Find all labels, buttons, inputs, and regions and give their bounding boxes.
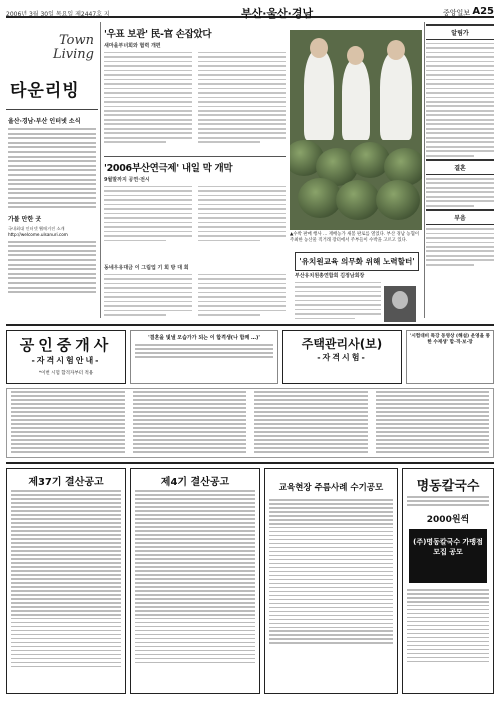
story-milk-body bbox=[104, 271, 286, 319]
wedding-box-title: 결혼 bbox=[426, 159, 494, 175]
realtor-exam-ad[interactable] bbox=[6, 330, 126, 384]
story-kindergarten-sub: 부산유치원총연합회 김정남회장 bbox=[295, 273, 365, 279]
town-living-header bbox=[6, 22, 98, 110]
section-title: 부산·울산·경남 bbox=[241, 7, 314, 20]
settlement-notice-37 bbox=[6, 468, 126, 694]
housing-ad-title: 주택관리사(보) bbox=[301, 337, 383, 351]
exam-notice-text: '결혼을 빛낼 모습가가 되는 이 합격생(나 함께 …)' bbox=[148, 335, 260, 341]
guarantee-ad-text: '시험대비 특강 동영상 (해설) 운영을 통한 수재생' 합·격·보·장 bbox=[409, 334, 491, 345]
settlement-notice-4 bbox=[130, 468, 260, 694]
obituary-box-title: 부음 bbox=[426, 209, 494, 225]
issue-date: 2006년 3월 30일 목요일 제2447호 지 bbox=[6, 11, 110, 18]
noodle-franchise-ad[interactable] bbox=[402, 468, 494, 694]
page-number: A25 bbox=[472, 6, 494, 17]
realtor-ad-title: 공인중개사 bbox=[19, 336, 113, 354]
town-living-column bbox=[6, 22, 98, 318]
story-kindergarten-body bbox=[295, 282, 381, 320]
housing-manager-ad[interactable] bbox=[282, 330, 402, 384]
column-divider-right bbox=[424, 22, 425, 318]
story-theater bbox=[104, 160, 286, 244]
realtor-ad-note: *이번 시험 합격자부터 적용 bbox=[38, 371, 94, 376]
essay-contest-ad[interactable] bbox=[264, 468, 398, 694]
ad-section-rule bbox=[6, 324, 494, 326]
story-stamp-headline: '우표 보관' 民-官 손잡았다 bbox=[104, 29, 212, 40]
left-story2-sub: 국내최대 인터넷 웹매거진 소개 bbox=[8, 226, 65, 232]
story-kindergarten bbox=[295, 270, 381, 322]
ad-section-rule-2 bbox=[6, 462, 494, 464]
noodle-ad-title: 명동칼국수 bbox=[416, 479, 480, 494]
left-story2-title: 가볼 만한 곳 bbox=[8, 216, 42, 224]
story-divider bbox=[104, 156, 286, 157]
masthead bbox=[6, 4, 494, 18]
settlement-4-title: 제4기 결산공고 bbox=[160, 477, 230, 488]
column-divider bbox=[100, 22, 101, 318]
story-stamp-sub: 새마을부녀회와 협력 개편 bbox=[104, 43, 161, 49]
story-theater-body bbox=[104, 183, 286, 244]
settlement-37-title: 제37기 결산공고 bbox=[28, 477, 104, 488]
story-milk bbox=[104, 262, 286, 319]
exam-schedule-table bbox=[6, 388, 494, 458]
story-kindergarten-headline: '유치원교육 의무화 위해 노력할터' bbox=[295, 252, 419, 271]
story-stamp-body bbox=[104, 49, 286, 146]
left-story-title: 울산·경남·부산 인터넷 소식 bbox=[8, 118, 81, 125]
housing-ad-sub: -자격시험- bbox=[317, 353, 367, 362]
notice-column bbox=[426, 22, 494, 318]
paper-name: 중앙일보 bbox=[442, 9, 470, 17]
left-url[interactable]: http://welcome.ulsanuri.com bbox=[8, 232, 68, 238]
noodle-ad-promo: (주)명동칼국수 가맹점 모집 공모 bbox=[409, 529, 487, 583]
guarantee-ad bbox=[406, 330, 494, 384]
essay-contest-title: 교육현장 주름사례 수기공모 bbox=[278, 483, 384, 493]
town-living-english: Town Living bbox=[53, 33, 94, 62]
story-theater-headline: '2006부산연극제' 내일 막 개막 bbox=[104, 163, 233, 174]
portrait-photo bbox=[384, 286, 416, 322]
left-story2-body bbox=[6, 241, 98, 294]
story-milk-sub: 동네우유대금 이 그림업 기 회 방 대 회 bbox=[104, 265, 189, 271]
photo-caption: ▲수박 판매 행사 … 재배농가 새봄 판로를 열었다. 부산 경남 농협이 주최한 농산물 직거래 장터에서 주부들이 수박을 고르고 있다. bbox=[290, 232, 420, 243]
left-story-body bbox=[6, 128, 98, 208]
watermelon-photo bbox=[290, 30, 422, 230]
realtor-ad-sub: -자격시험안내- bbox=[31, 356, 101, 365]
town-living-korean: 타운리빙 bbox=[10, 81, 80, 101]
story-stamp bbox=[104, 26, 286, 146]
exam-notice-ad bbox=[130, 330, 278, 384]
notice-box-title: 알림가 bbox=[426, 24, 494, 40]
story-theater-sub: 9월말까지 공연·전시 bbox=[104, 177, 150, 183]
noodle-ad-price: 2000원씩 bbox=[426, 514, 470, 525]
